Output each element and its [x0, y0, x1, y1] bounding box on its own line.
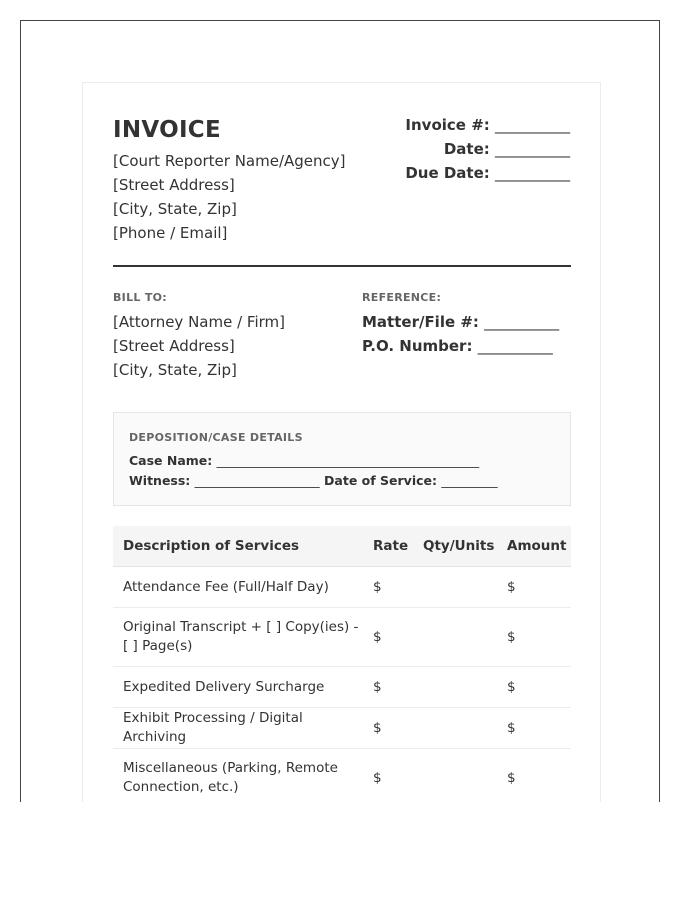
invoice-date-field — [444, 140, 570, 158]
due-date-label: Due Date: — [405, 164, 490, 182]
header-description: Description of Services — [113, 526, 363, 567]
invoice-number-value: __________ — [495, 116, 570, 134]
witness-value: ____________________ — [194, 473, 320, 488]
due-date-field — [405, 164, 570, 182]
from-contact: [Phone / Email] — [113, 224, 228, 242]
row-rate: $ — [363, 708, 413, 749]
row-qty — [413, 749, 497, 803]
witness-field — [129, 473, 498, 488]
header-divider — [113, 265, 571, 267]
reference-label: REFERENCE: — [362, 291, 442, 304]
bill-to-label: BILL TO: — [113, 291, 167, 304]
case-name-field — [129, 453, 479, 468]
bill-to-city: [City, State, Zip] — [113, 361, 237, 379]
bill-to-name: [Attorney Name / Firm] — [113, 313, 285, 331]
date-of-service-label: Date of Service: — [324, 473, 437, 488]
row-qty — [413, 708, 497, 749]
due-date-value: __________ — [495, 164, 570, 182]
po-number-field — [362, 337, 553, 355]
from-city: [City, State, Zip] — [113, 200, 237, 218]
matter-file-label: Matter/File #: — [362, 313, 479, 331]
table-row — [113, 749, 571, 803]
services-table — [113, 526, 571, 802]
row-description: Exhibit Processing / Digital Archiving — [113, 708, 363, 749]
row-description: Expedited Delivery Surcharge — [113, 667, 363, 708]
row-rate: $ — [363, 749, 413, 803]
from-name: [Court Reporter Name/Agency] — [113, 152, 346, 170]
case-name-value: __________________________________________ — [216, 453, 480, 468]
table-header-row — [113, 526, 571, 567]
matter-file-field — [362, 313, 559, 331]
header-amount: Amount — [497, 526, 571, 567]
invoice-sheet — [82, 82, 601, 802]
row-rate: $ — [363, 567, 413, 608]
row-amount: $ — [497, 567, 571, 608]
invoice-title: INVOICE — [113, 117, 222, 143]
bill-to-street: [Street Address] — [113, 337, 235, 355]
table-row — [113, 667, 571, 708]
header-rate: Rate — [363, 526, 413, 567]
from-street: [Street Address] — [113, 176, 235, 194]
case-details-label: DEPOSITION/CASE DETAILS — [129, 431, 303, 444]
invoice-date-label: Date: — [443, 140, 490, 158]
row-description: Miscellaneous (Parking, Remote Connection, etc.) — [113, 749, 363, 803]
row-amount: $ — [497, 608, 571, 667]
case-details-box — [113, 412, 571, 506]
table-row — [113, 608, 571, 667]
row-qty — [413, 567, 497, 608]
row-rate: $ — [363, 608, 413, 667]
row-description: Attendance Fee (Full/Half Day) — [113, 567, 363, 608]
invoice-date-value: __________ — [495, 140, 570, 158]
row-qty — [413, 608, 497, 667]
row-rate: $ — [363, 667, 413, 708]
witness-label: Witness: — [129, 473, 191, 488]
table-row — [113, 708, 571, 749]
case-name-label: Case Name: — [129, 453, 213, 468]
row-amount: $ — [497, 708, 571, 749]
header-qty: Qty/Units — [413, 526, 497, 567]
page-frame — [20, 20, 660, 802]
matter-file-value: __________ — [484, 313, 560, 331]
date-of-service-value: _________ — [441, 473, 498, 488]
po-number-label: P.O. Number: — [362, 337, 473, 355]
row-qty — [413, 667, 497, 708]
invoice-number-field — [405, 116, 570, 134]
table-row — [113, 567, 571, 608]
row-description: Original Transcript + [ ] Copy(ies) - [ ] Page(s) — [113, 608, 363, 667]
invoice-number-label: Invoice #: — [405, 116, 490, 134]
po-number-value: __________ — [477, 337, 553, 355]
row-amount: $ — [497, 749, 571, 803]
row-amount: $ — [497, 667, 571, 708]
